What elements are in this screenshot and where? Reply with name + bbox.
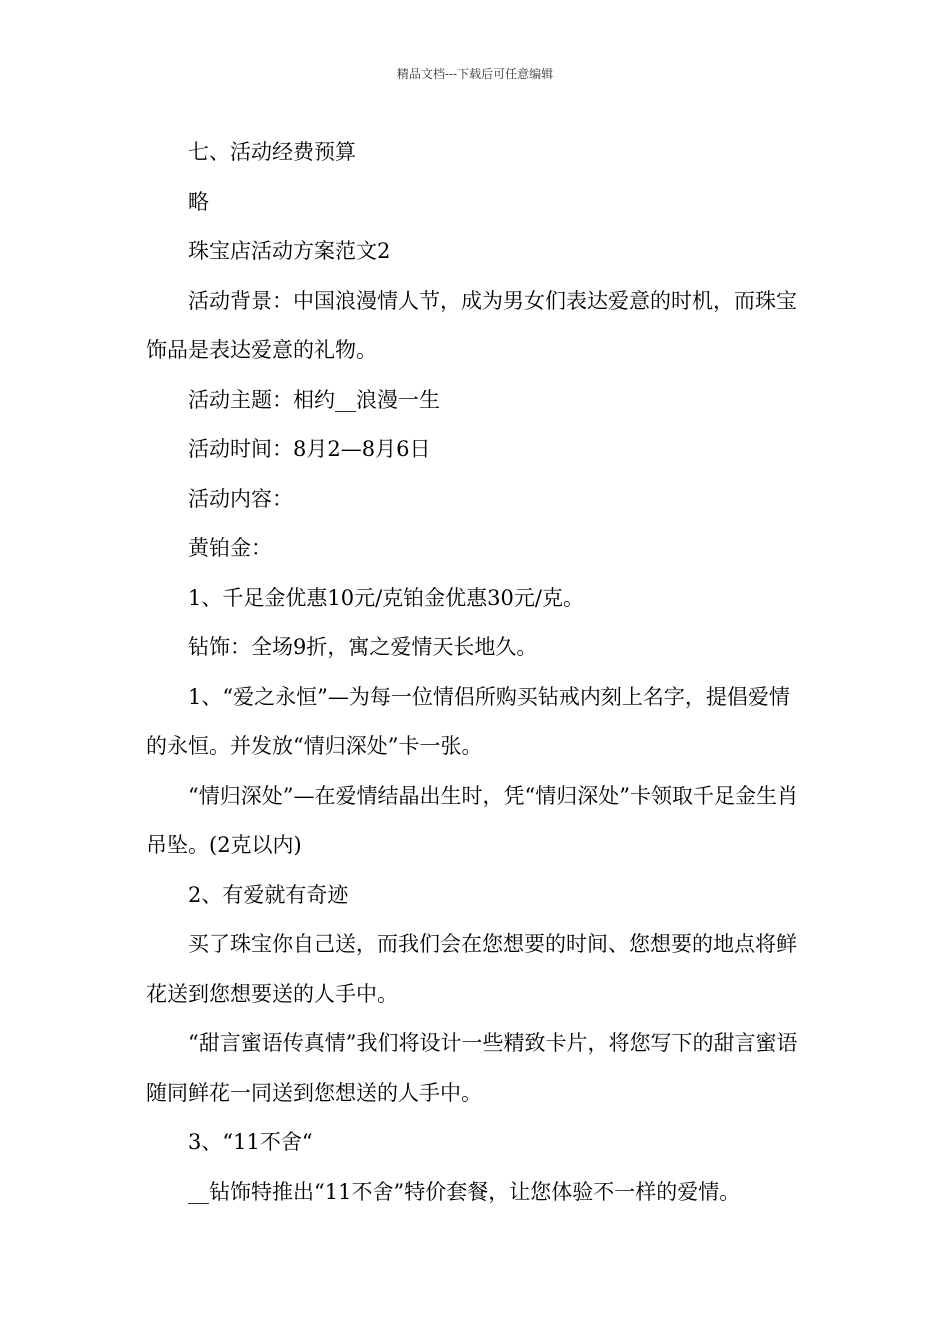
paragraph-gold-discount: 1、千足金优惠10元/克铂金优惠30元/克。 [188, 585, 584, 610]
document-body [146, 128, 810, 1217]
section-heading-budget: 七、活动经费预算 [188, 140, 356, 164]
paragraph-time: 活动时间：8月2—8月6日 [188, 437, 431, 461]
paragraph-background: 活动背景：中国浪漫情人节，成为男女们表达爱意的时机，而珠宝饰品是表达爱意的礼物。 [146, 288, 797, 362]
page-header: 精品文档---下载后可任意编辑 [396, 67, 554, 81]
paragraph-sweet-words: “甜言蜜语传真情”我们将设计一些精致卡片，将您写下的甜言蜜语随同鲜花一同送到您想送的人手中。 [146, 1031, 798, 1105]
paragraph-content-label: 活动内容： [188, 486, 293, 511]
paragraph-flower-delivery: 买了珠宝你自己送，而我们会在您想要的时间、您想要的地点将鲜花送到您想要送的人手中。 [146, 932, 797, 1006]
paragraph-miracle-heading: 2、有爱就有奇迹 [188, 882, 349, 907]
paragraph-eleven-package: __钻饰特推出“11不舍”特价套餐，让您体验不一样的爱情。 [188, 1179, 741, 1204]
section-heading-sample-2: 珠宝店活动方案范文2 [188, 239, 391, 263]
paragraph-platinum-gold: 黄铂金： [188, 536, 272, 560]
paragraph-eleven-heading: 3、“11不舍“ [188, 1130, 313, 1154]
paragraph-eternal-love: 1、“爱之永恒”—为每一位情侣所购买钻戒内刻上名字，提倡爱情的永恒。并发放“情归深处”卡一张。 [146, 684, 790, 758]
paragraph-diamond-discount: 钻饰：全场9折，寓之爱情天长地久。 [188, 635, 538, 659]
paragraph-theme: 活动主题：相约__浪漫一生 [188, 387, 440, 412]
paragraph-omitted: 略 [188, 189, 209, 214]
paragraph-deep-love-card: “情归深处”—在爱情结晶出生时，凭“情归深处”卡领取千足金生肖吊坠。(2克以内) [146, 783, 798, 857]
